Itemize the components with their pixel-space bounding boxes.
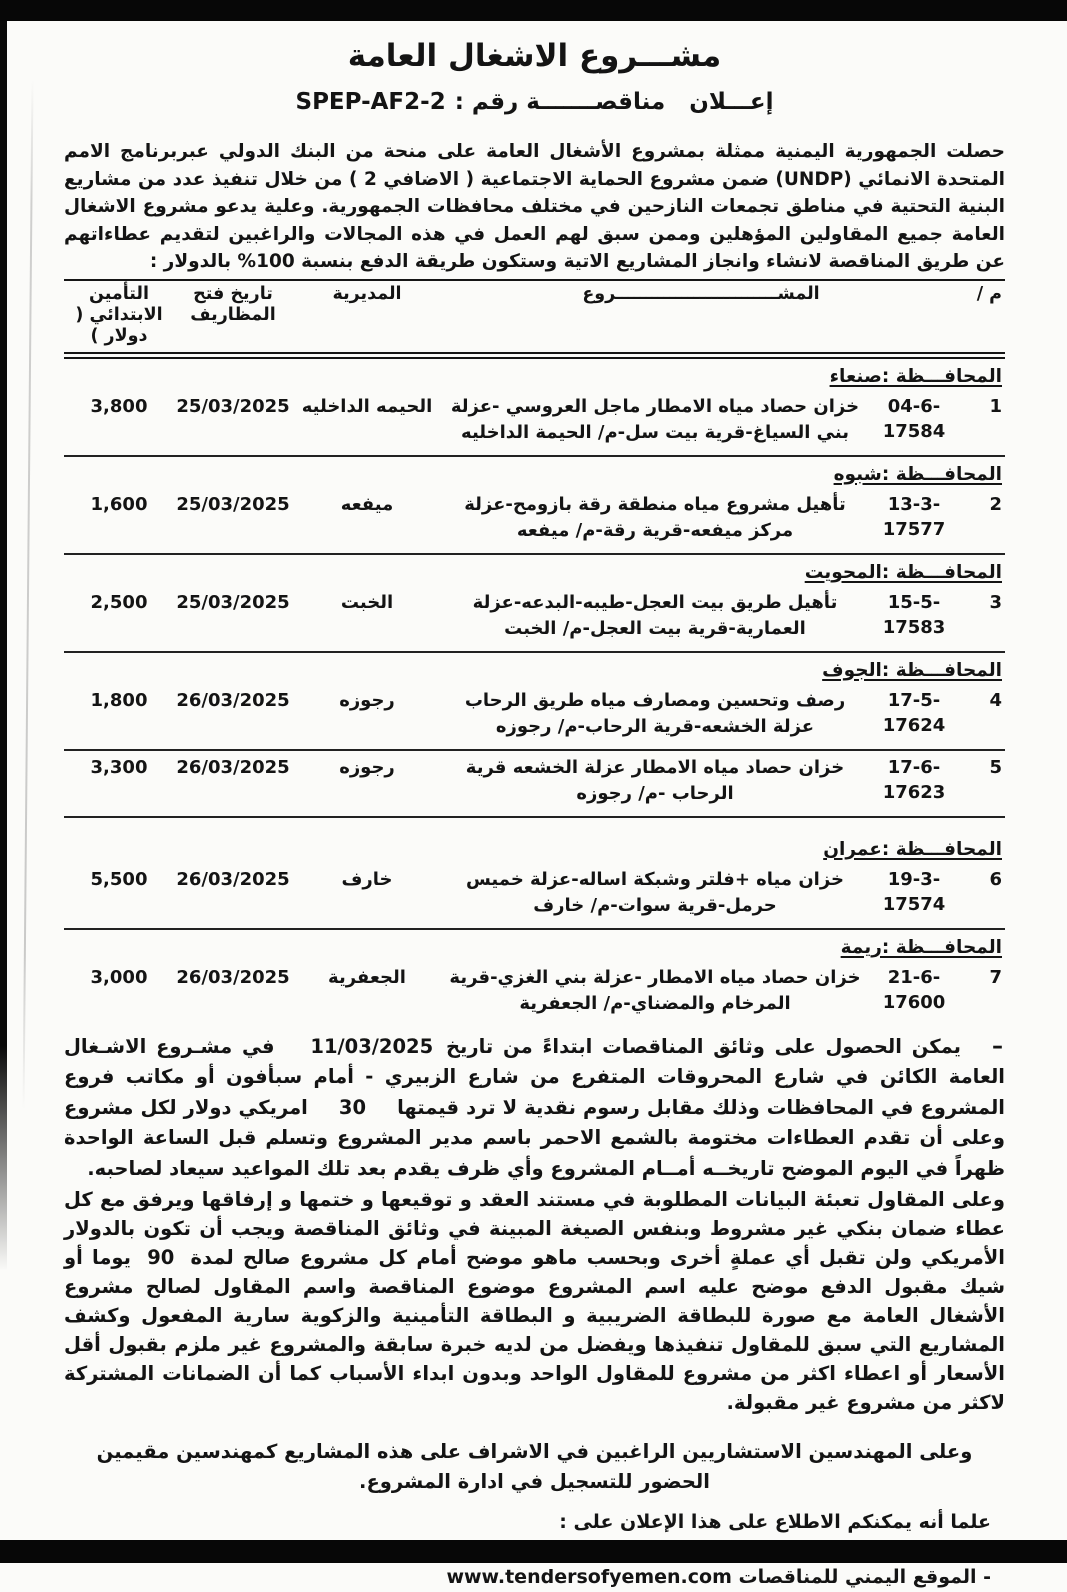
scan-bottom-black-bar [0,1540,1067,1563]
initial-deposit: 1,600 [90,493,148,515]
intro-paragraph: حصلت الجمهورية اليمنية ممثلة بمشروع الأشغال العامة على منحة من البنك الدولي عبربرنامج الامم المتحدة الانمائي (UNDP) ضمن مشروع الحماية الاجتماعية ( الاضافي 2 ) من خلال تنفيذ عدد من مشاريع البنية التحتية في مناطق تجمعات النازحين في مختلف محافظات الجمهورية. وعلية يدعو مشروع الاشغال العامة جميع المقاولين المؤهلين وممن سبق لهم العمل في هذه المجالات والراغبين لتقديم عطاءاتهم عن طريق المناقصة لانشاء وانجاز المشاريع الاتية وستكون طريقة الدفع بنسبة 100% بالدولار : [64,141,1005,272]
col-header-district: المديرية [332,283,402,304]
district-name: ميفعه [340,493,394,515]
envelope-open-date: 26/03/2025 [176,756,290,778]
col-header-project: المشـــــــــــــــــــــــــــروع [582,283,820,304]
project-id: 21-6-17600 [882,966,946,1013]
initial-deposit: 3,800 [90,395,148,417]
row-number: 6 [989,868,1002,890]
table-row [64,586,1005,653]
envelope-open-date: 26/03/2025 [176,689,290,711]
initial-deposit: 1,800 [90,689,148,711]
initial-deposit: 3,300 [90,756,148,778]
governorate-section [64,653,1005,818]
governorate-section [64,555,1005,653]
row-number: 1 [989,395,1002,417]
col-header-number: م / [976,283,1002,304]
project-id: 13-3-17577 [882,493,946,540]
tenders-website-line: - الموقع اليمني للمناقصات www.tendersofyemen.com [446,1566,991,1588]
district-name: الخبت [340,591,394,613]
scan-left-edge [0,21,7,1271]
governorate-rows [64,961,1005,1026]
col-header-deposit: التأمين الابتدائي ( دولار ) [75,283,163,346]
governorate-section [64,359,1005,457]
district-name: رجوزه [339,689,395,711]
governorate-section [64,457,1005,555]
governorate-title: المحافـــظة :صنعاء [829,365,1002,387]
governorate-title: المحافـــظة :المحويت [804,561,1002,583]
guarantee-validity-days: 90 [147,1246,175,1269]
initial-deposit: 3,000 [90,966,148,988]
note-documents-text [64,1032,1005,1185]
project-description: تأهيل طريق بيت العجل-طيبه-البدعه-عزلة العمارية-قرية بيت العجل-م/ الخبت [472,591,838,639]
p2-segment: وعلى المقاول تعبئة البيانات المطلوبة في مستند العقد و توقيعها و ختمها و إرفاقها ويرفق مع كل عطاء ضمان بنكي غير مشروط وبنفس الصيغة المبينة في وثائق المناقصة ويجب أن تكون بالدولار الأمريكي ولن تقبل أي عملةٍ أخرى وبحسب ماهو موضح أمام كل مشروع صالح لمدة [64,1188,1005,1269]
table-row [64,961,1005,1026]
documents-start-date: 11/03/2025 [310,1034,434,1058]
governorate-rows [64,863,1005,930]
envelope-open-date: 25/03/2025 [176,395,290,417]
district-name: الجعفرية [328,966,406,988]
col-header-open-date: تاريخ فتح المظاريف [190,283,276,325]
tender-subtitle-label: إعـــلان مناقصـــــــة رقم : [454,89,774,115]
governorate-rows [64,586,1005,653]
governorate-title: المحافـــظة :الجوف [822,659,1002,681]
document-fee-amount: 30 [338,1095,367,1119]
governorate-title: المحافـــظة :ريمة [840,936,1002,958]
dash-bullet: – [992,1033,1003,1059]
scan-artifact-line [23,80,34,1110]
project-id: 17-6-17623 [882,756,946,803]
project-id: 15-5-17583 [882,591,946,638]
project-id: 17-5-17624 [882,689,946,736]
table-header-row [64,279,1005,359]
table-row [64,863,1005,930]
p2-segment: يوما أو شيك مقبول الدفع موضح عليه اسم المشروع موضوع المناقصة واسم المقاول لصالح مشروع الأشغال العامة مع صورة للبطاقة الضريبية و البطاقة التأمينية والزكوية سارية المفعول وكشف المشاريع التي سبق للمقاول تنفيذها ويفضل من لديه خبرة سابقة والمشروع غير ملزم بقبول أقل الأسعار أو اعطاء اكثر من مشروع للمقاول الواحد وبدون ابداء الأسباب كما أن الضمانات المشتركة لاكثر من مشروع غير مقبولة. [64,1246,1005,1414]
row-number: 4 [989,689,1002,711]
envelope-open-date: 26/03/2025 [176,868,290,890]
table-row [64,684,1005,751]
project-description: خزان حصاد مياه الامطار عزلة الخشعه قرية الرحاب -م/ رجوزه [465,756,845,804]
table-row [64,751,1005,818]
p1-segment: في مشـروع الاشـغال العامة الكائن في شارع المحروقات المتفرع من شارع الزبيري - أمام سبأفون أو مكاتب فروع المشروع في المحافظات وذلك مقابل رسوم نقدية لا ترد قيمتها [64,1034,1005,1119]
note-contractor-requirements [64,1185,1005,1417]
envelope-open-date: 25/03/2025 [176,493,290,515]
row-number: 3 [989,591,1002,613]
district-name: خارف [341,868,393,890]
project-description: خزان حصاد مياه الامطار -عزلة بني الغزي-قرية المرخام والمضناي-م/ الجعفرية [449,966,861,1014]
governorate-rows [64,390,1005,457]
note-consulting-engineers: وعلى المهندسين الاستشاريين الراغبين في الاشراف على هذه المشاريع كمهندسين مقيمين الحضور للتسجيل في ادارة المشروع. [96,1440,973,1493]
governorate-section [64,832,1005,930]
initial-deposit: 2,500 [90,591,148,613]
row-number: 7 [989,966,1002,988]
page-title: مشـــروع الاشغال العامة [347,38,722,74]
project-description: تأهيل مشروع مياه منطقة رقة بازومح-عزلة مركز ميفعه-قرية رقة-م/ ميفعه [464,493,846,541]
row-number: 2 [989,493,1002,515]
initial-deposit: 5,500 [90,868,148,890]
document-page [64,28,1005,1592]
project-id: 19-3-17574 [882,868,946,915]
project-description: خزان مياه +فلتر وشبكة اساله-عزلة خميس حرمل-قرية سوات-م/ خارف [465,868,845,916]
scan-top-black-bar [0,0,1067,21]
governorate-section [64,930,1005,1026]
note-documents [64,1032,1005,1185]
table-row [64,488,1005,555]
governorate-rows [64,684,1005,818]
governorate-title: المحافـــظة :عمران [823,838,1002,860]
district-name: الحيمه الداخليه [301,395,433,417]
project-description: رصف وتحسين ومصارف مياه طريق الرحاب عزلة الخشعه-قرية الرحاب-م/ رجوزه [464,689,846,737]
envelope-open-date: 26/03/2025 [176,966,290,988]
governorate-rows [64,488,1005,555]
project-description: خزان حصاد مياه الامطار ماجل العروسي -عزلة بني السياغ-قرية بيت سل-م/ الحيمة الداخليه [450,395,860,443]
governorate-title: المحافـــظة :شبوه [833,463,1002,485]
envelope-open-date: 25/03/2025 [176,591,290,613]
p1-segment: امريكي دولار لكل مشروع وعلى أن تقدم العطاءات مختومة بالشمع الاحمر باسم مدير المشروع وتسلم قبل الساعة الواحدة ظهراً في اليوم الموضح تاريخــه أمــام المشروع وأي ظرف يقدم بعد تلك المواعيد سيعاد لصاحبه. [64,1095,1005,1180]
tender-subtitle [64,87,1005,117]
tender-table [64,279,1005,1026]
p1-segment: يمكن الحصول على وثائق المناقصات ابتداءً من تاريخ [445,1034,961,1058]
district-name: رجوزه [339,756,395,778]
row-number: 5 [989,756,1002,778]
table-row [64,390,1005,457]
footer-intro: علما أنه يمكنكم الاطلاع على هذا الإعلان على : [559,1511,991,1533]
tender-number: SPEP-AF2-2 [295,89,446,115]
project-id: 04-6-17584 [882,395,946,442]
tender-table-body [64,359,1005,1026]
